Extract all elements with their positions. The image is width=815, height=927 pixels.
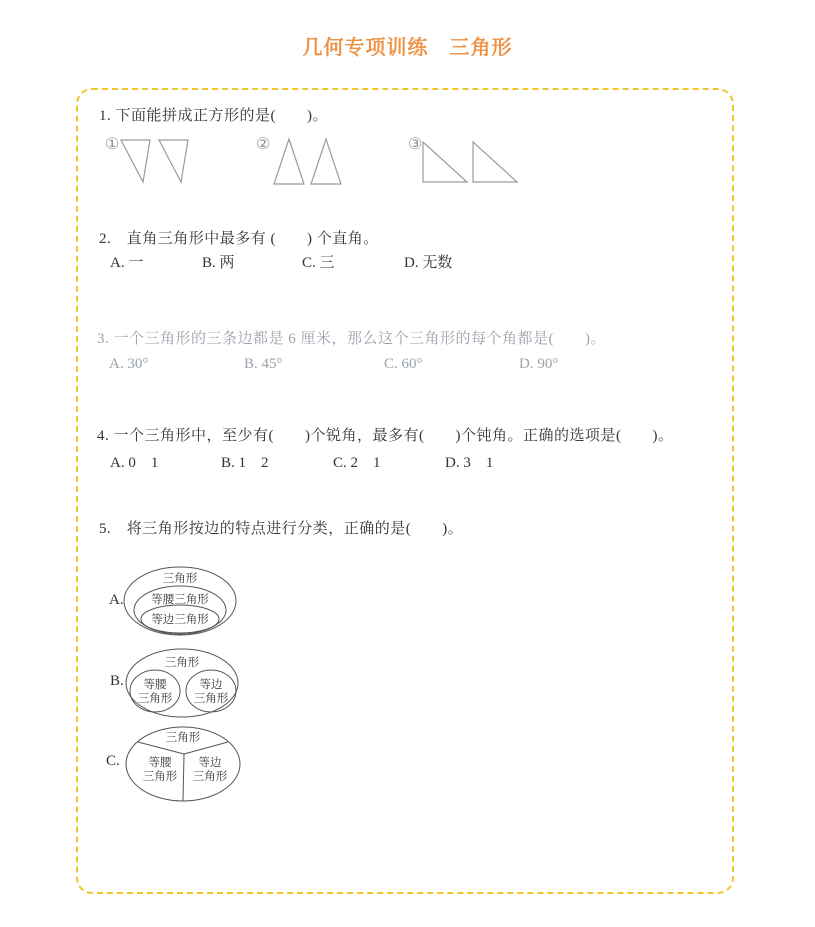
venn-b-outer-label: 三角形 — [164, 657, 200, 669]
question-4-text: 4. 一个三角形中，至少有( )个锐角，最多有( )个钝角。正确的选项是( )。 — [97, 428, 674, 444]
triangle-shape — [271, 137, 307, 186]
question-1-text: 1. 下面能拼成正方形的是( )。 — [99, 108, 328, 124]
triangle-shape — [119, 138, 152, 184]
q3-option-c: C. 60° — [384, 356, 423, 372]
q5-option-b-label: B. — [110, 673, 124, 689]
venn-a-outer-label: 三角形 — [162, 573, 198, 585]
venn-c-top-label: 三角形 — [165, 732, 201, 744]
shape-group-3-number: ③ — [408, 136, 423, 153]
venn-b-right-label-line1: 等边 — [199, 679, 223, 691]
question-5-text: 5. 将三角形按边的特点进行分类，正确的是( )。 — [99, 521, 464, 537]
q5-option-a-label: A. — [109, 592, 124, 608]
venn-diagram-nested — [121, 565, 239, 637]
shape-group-2-number: ② — [256, 136, 271, 153]
venn-a-inner-label: 等边三角形 — [151, 614, 209, 626]
q2-option-d: D. 无数 — [404, 255, 453, 271]
venn-c-right-label-line2: 三角形 — [192, 771, 228, 783]
venn-b-left-label-line1: 等腰 — [143, 679, 167, 691]
shape-group-1-number: ① — [105, 136, 120, 153]
q3-option-a: A. 30° — [109, 356, 149, 372]
q4-option-b: B. 1 2 — [221, 455, 269, 471]
venn-diagram-disjoint — [124, 647, 242, 719]
q4-option-a: A. 0 1 — [110, 455, 159, 471]
triangle-shape — [471, 140, 519, 184]
q3-option-d: D. 90° — [519, 356, 559, 372]
q3-option-b: B. 45° — [244, 356, 283, 372]
venn-c-left-label-line1: 等腰 — [148, 757, 172, 769]
q4-option-d: D. 3 1 — [445, 455, 494, 471]
venn-c-right-label-line1: 等边 — [198, 757, 222, 769]
q2-option-c: C. 三 — [302, 255, 335, 271]
triangle-shape — [308, 137, 344, 186]
venn-diagram-sectors — [124, 725, 242, 803]
venn-b-right-label-line2: 三角形 — [193, 693, 229, 705]
triangle-shape — [157, 138, 190, 184]
page-title: 几何专项训练 三角形 — [302, 37, 513, 59]
q4-option-c: C. 2 1 — [333, 455, 381, 471]
venn-a-middle-label: 等腰三角形 — [151, 594, 209, 606]
triangle-shape — [421, 140, 469, 184]
venn-c-left-label-line2: 三角形 — [142, 771, 178, 783]
q2-option-b: B. 两 — [202, 255, 235, 271]
question-3-text: 3. 一个三角形的三条边都是 6 厘米，那么这个三角形的每个角都是( )。 — [97, 331, 606, 347]
venn-b-left-label-line2: 三角形 — [137, 693, 173, 705]
question-2-text: 2. 直角三角形中最多有 ( ) 个直角。 — [99, 231, 379, 247]
q2-option-a: A. 一 — [110, 255, 144, 271]
q5-option-c-label: C. — [106, 753, 120, 769]
